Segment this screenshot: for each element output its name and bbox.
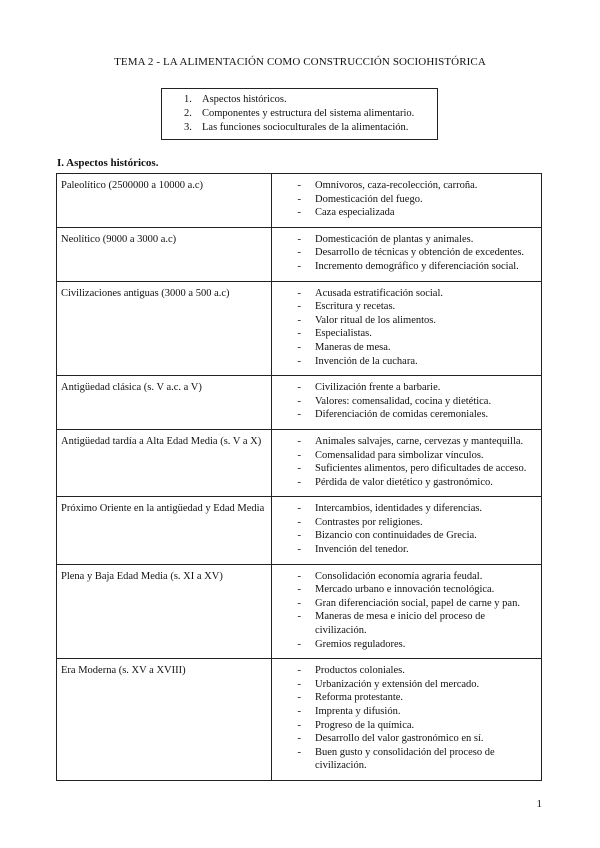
list-item — [276, 246, 537, 260]
list-item — [276, 287, 537, 301]
fact-text: Buen gusto y consolidación del proceso de civilización. — [315, 746, 495, 772]
section-heading: I. Aspectos históricos. — [57, 157, 159, 169]
bullet-dash: - — [297, 719, 301, 731]
facts-list — [276, 287, 537, 369]
bullet-dash: - — [297, 516, 301, 528]
toc-item-number: 2. — [184, 108, 192, 119]
fact-text: Gremios reguladores. — [315, 638, 406, 650]
bullet-dash: - — [297, 476, 301, 488]
bullet-dash: - — [297, 247, 301, 259]
period-cell: Paleolítico (2500000 a 10000 a.c) — [57, 174, 272, 228]
facts-list — [276, 179, 537, 220]
fact-text: Gran diferenciación social, papel de carne y pan. — [315, 597, 520, 609]
table-row — [57, 376, 542, 430]
fact-text: Intercambios, identidades y diferencias. — [315, 503, 483, 515]
list-item — [276, 610, 537, 637]
bullet-dash: - — [297, 530, 301, 542]
fact-text: Imprenta y difusión. — [315, 706, 401, 717]
list-item — [276, 193, 537, 207]
list-item — [276, 664, 537, 678]
bullet-dash: - — [297, 706, 301, 717]
table-row — [57, 564, 542, 659]
list-item — [276, 529, 537, 543]
bullet-dash: - — [297, 207, 301, 219]
list-item — [276, 395, 537, 409]
table-row — [57, 281, 542, 376]
bullet-dash: - — [297, 503, 301, 515]
list-item — [276, 638, 537, 652]
bullet-dash: - — [297, 382, 301, 394]
bullet-dash: - — [297, 435, 301, 447]
facts-cell — [272, 227, 542, 281]
historical-periods-table — [56, 173, 542, 781]
fact-text: Invención de la cuchara. — [315, 355, 418, 367]
list-item — [276, 516, 537, 530]
table-row — [57, 429, 542, 496]
bullet-dash: - — [297, 314, 301, 326]
list-item — [276, 732, 537, 746]
table-row — [57, 174, 542, 228]
fact-text: Invención del tenedor. — [315, 544, 409, 556]
fact-text: Escritura y recetas. — [315, 301, 396, 313]
fact-text: Suficientes alimentos, pero dificultades de acceso. — [315, 463, 527, 475]
bullet-dash: - — [297, 584, 301, 596]
bullet-dash: - — [297, 692, 301, 704]
bullet-dash: - — [297, 260, 301, 272]
facts-cell — [272, 281, 542, 376]
page-number: 1 — [536, 798, 542, 810]
list-item — [276, 341, 537, 355]
list-item — [276, 381, 537, 395]
list-item — [276, 746, 537, 773]
toc-item-number: 3. — [184, 122, 192, 133]
fact-text: Especialistas. — [315, 328, 372, 340]
fact-text: Desarrollo de técnicas y obtención de excedentes. — [315, 247, 525, 259]
facts-cell — [272, 564, 542, 659]
fact-text: Domesticación del fuego. — [315, 193, 423, 205]
toc-item-number: 1. — [184, 94, 192, 105]
fact-text: Contrastes por religiones. — [315, 516, 423, 528]
list-item — [276, 583, 537, 597]
period-cell: Neolítico (9000 a 3000 a.c) — [57, 227, 272, 281]
fact-text: Urbanización y extensión del mercado. — [315, 678, 480, 690]
bullet-dash: - — [297, 449, 301, 461]
bullet-dash: - — [297, 355, 301, 367]
bullet-dash: - — [297, 395, 301, 407]
table-row — [57, 659, 542, 781]
bullet-dash: - — [297, 733, 301, 745]
fact-text: Comensalidad para simbolizar vínculos. — [315, 449, 484, 461]
period-cell: Civilizaciones antiguas (3000 a 500 a.c) — [57, 281, 272, 376]
facts-list — [276, 664, 537, 773]
bullet-dash: - — [297, 463, 301, 475]
fact-text: Bizancio con continuidades de Grecia. — [315, 530, 477, 542]
fact-text: Productos coloniales. — [315, 665, 405, 677]
list-item — [276, 355, 537, 369]
list-item — [276, 327, 537, 341]
bullet-dash: - — [297, 570, 301, 582]
list-item — [276, 300, 537, 314]
list-item — [276, 502, 537, 516]
list-item — [276, 260, 537, 274]
list-item — [276, 543, 537, 557]
fact-text: Diferenciación de comidas ceremoniales. — [315, 409, 489, 421]
fact-text: Desarrollo del valor gastronómico en sí. — [315, 733, 484, 745]
facts-list — [276, 435, 537, 489]
period-cell: Antigüedad clásica (s. V a.c. a V) — [57, 376, 272, 430]
list-item — [276, 179, 537, 193]
fact-text: Omnívoros, caza-recolección, carroña. — [315, 180, 478, 191]
fact-text: Incremento demográfico y diferenciación social. — [315, 260, 519, 272]
list-item — [276, 705, 537, 719]
bullet-dash: - — [297, 328, 301, 340]
bullet-dash: - — [297, 409, 301, 421]
table-row — [57, 497, 542, 564]
toc-item-text: Aspectos históricos. — [202, 94, 287, 105]
period-cell: Antigüedad tardía a Alta Edad Media (s. V a X) — [57, 429, 272, 496]
fact-text: Mercado urbano e innovación tecnológica. — [315, 584, 495, 596]
list-item — [276, 691, 537, 705]
facts-list — [276, 233, 537, 274]
bullet-dash: - — [297, 233, 301, 245]
list-item — [276, 597, 537, 611]
list-item — [276, 449, 537, 463]
list-item — [276, 233, 537, 247]
bullet-dash: - — [297, 597, 301, 609]
fact-text: Animales salvajes, carne, cervezas y mantequilla. — [315, 435, 524, 447]
historical-periods-table-body — [57, 174, 542, 781]
bullet-dash: - — [297, 193, 301, 205]
fact-text: Acusada estratificación social. — [315, 287, 443, 299]
list-item — [276, 462, 537, 476]
toc-item — [184, 93, 437, 107]
fact-text: Valores: comensalidad, cocina y dietética. — [315, 395, 492, 407]
toc-item — [184, 121, 437, 135]
fact-text: Maneras de mesa. — [315, 341, 391, 353]
bullet-dash: - — [297, 301, 301, 313]
facts-cell — [272, 659, 542, 781]
period-cell: Próximo Oriente en la antigüedad y Edad Media — [57, 497, 272, 564]
list-item — [276, 435, 537, 449]
toc-item-text: Las funciones socioculturales de la alimentación. — [202, 122, 409, 133]
facts-cell — [272, 174, 542, 228]
list-item — [276, 570, 537, 584]
facts-list — [276, 381, 537, 422]
fact-text: Progreso de la química. — [315, 719, 415, 731]
facts-list — [276, 502, 537, 556]
fact-text: Domesticación de plantas y animales. — [315, 233, 474, 245]
fact-text: Consolidación economía agraria feudal. — [315, 570, 483, 582]
fact-text: Valor ritual de los alimentos. — [315, 314, 437, 326]
table-of-contents — [161, 88, 438, 140]
facts-cell — [272, 497, 542, 564]
bullet-dash: - — [297, 678, 301, 690]
bullet-dash: - — [297, 180, 301, 191]
bullet-dash: - — [297, 746, 301, 758]
bullet-dash: - — [297, 341, 301, 353]
list-item — [276, 206, 537, 220]
bullet-dash: - — [297, 544, 301, 556]
bullet-dash: - — [297, 611, 301, 623]
period-cell: Plena y Baja Edad Media (s. XI a XV) — [57, 564, 272, 659]
fact-text: Civilización frente a barbarie. — [315, 382, 441, 394]
toc-item-text: Componentes y estructura del sistema alimentario. — [202, 108, 415, 119]
toc-item — [184, 107, 437, 121]
facts-list — [276, 570, 537, 652]
facts-cell — [272, 429, 542, 496]
fact-text: Pérdida de valor dietético y gastronómico. — [315, 476, 493, 488]
period-cell: Era Moderna (s. XV a XVIII) — [57, 659, 272, 781]
bullet-dash: - — [297, 638, 301, 650]
fact-text: Maneras de mesa e inicio del proceso de civilización. — [315, 611, 485, 637]
list-item — [276, 719, 537, 733]
bullet-dash: - — [297, 287, 301, 299]
list-item — [276, 408, 537, 422]
bullet-dash: - — [297, 665, 301, 677]
document-title: TEMA 2 - LA ALIMENTACIÓN COMO CONSTRUCCIÓN SOCIOHISTÓRICA — [114, 56, 486, 68]
fact-text: Caza especializada — [315, 207, 395, 219]
list-item — [276, 678, 537, 692]
facts-cell — [272, 376, 542, 430]
list-item — [276, 476, 537, 490]
list-item — [276, 314, 537, 328]
table-row — [57, 227, 542, 281]
fact-text: Reforma protestante. — [315, 692, 404, 704]
